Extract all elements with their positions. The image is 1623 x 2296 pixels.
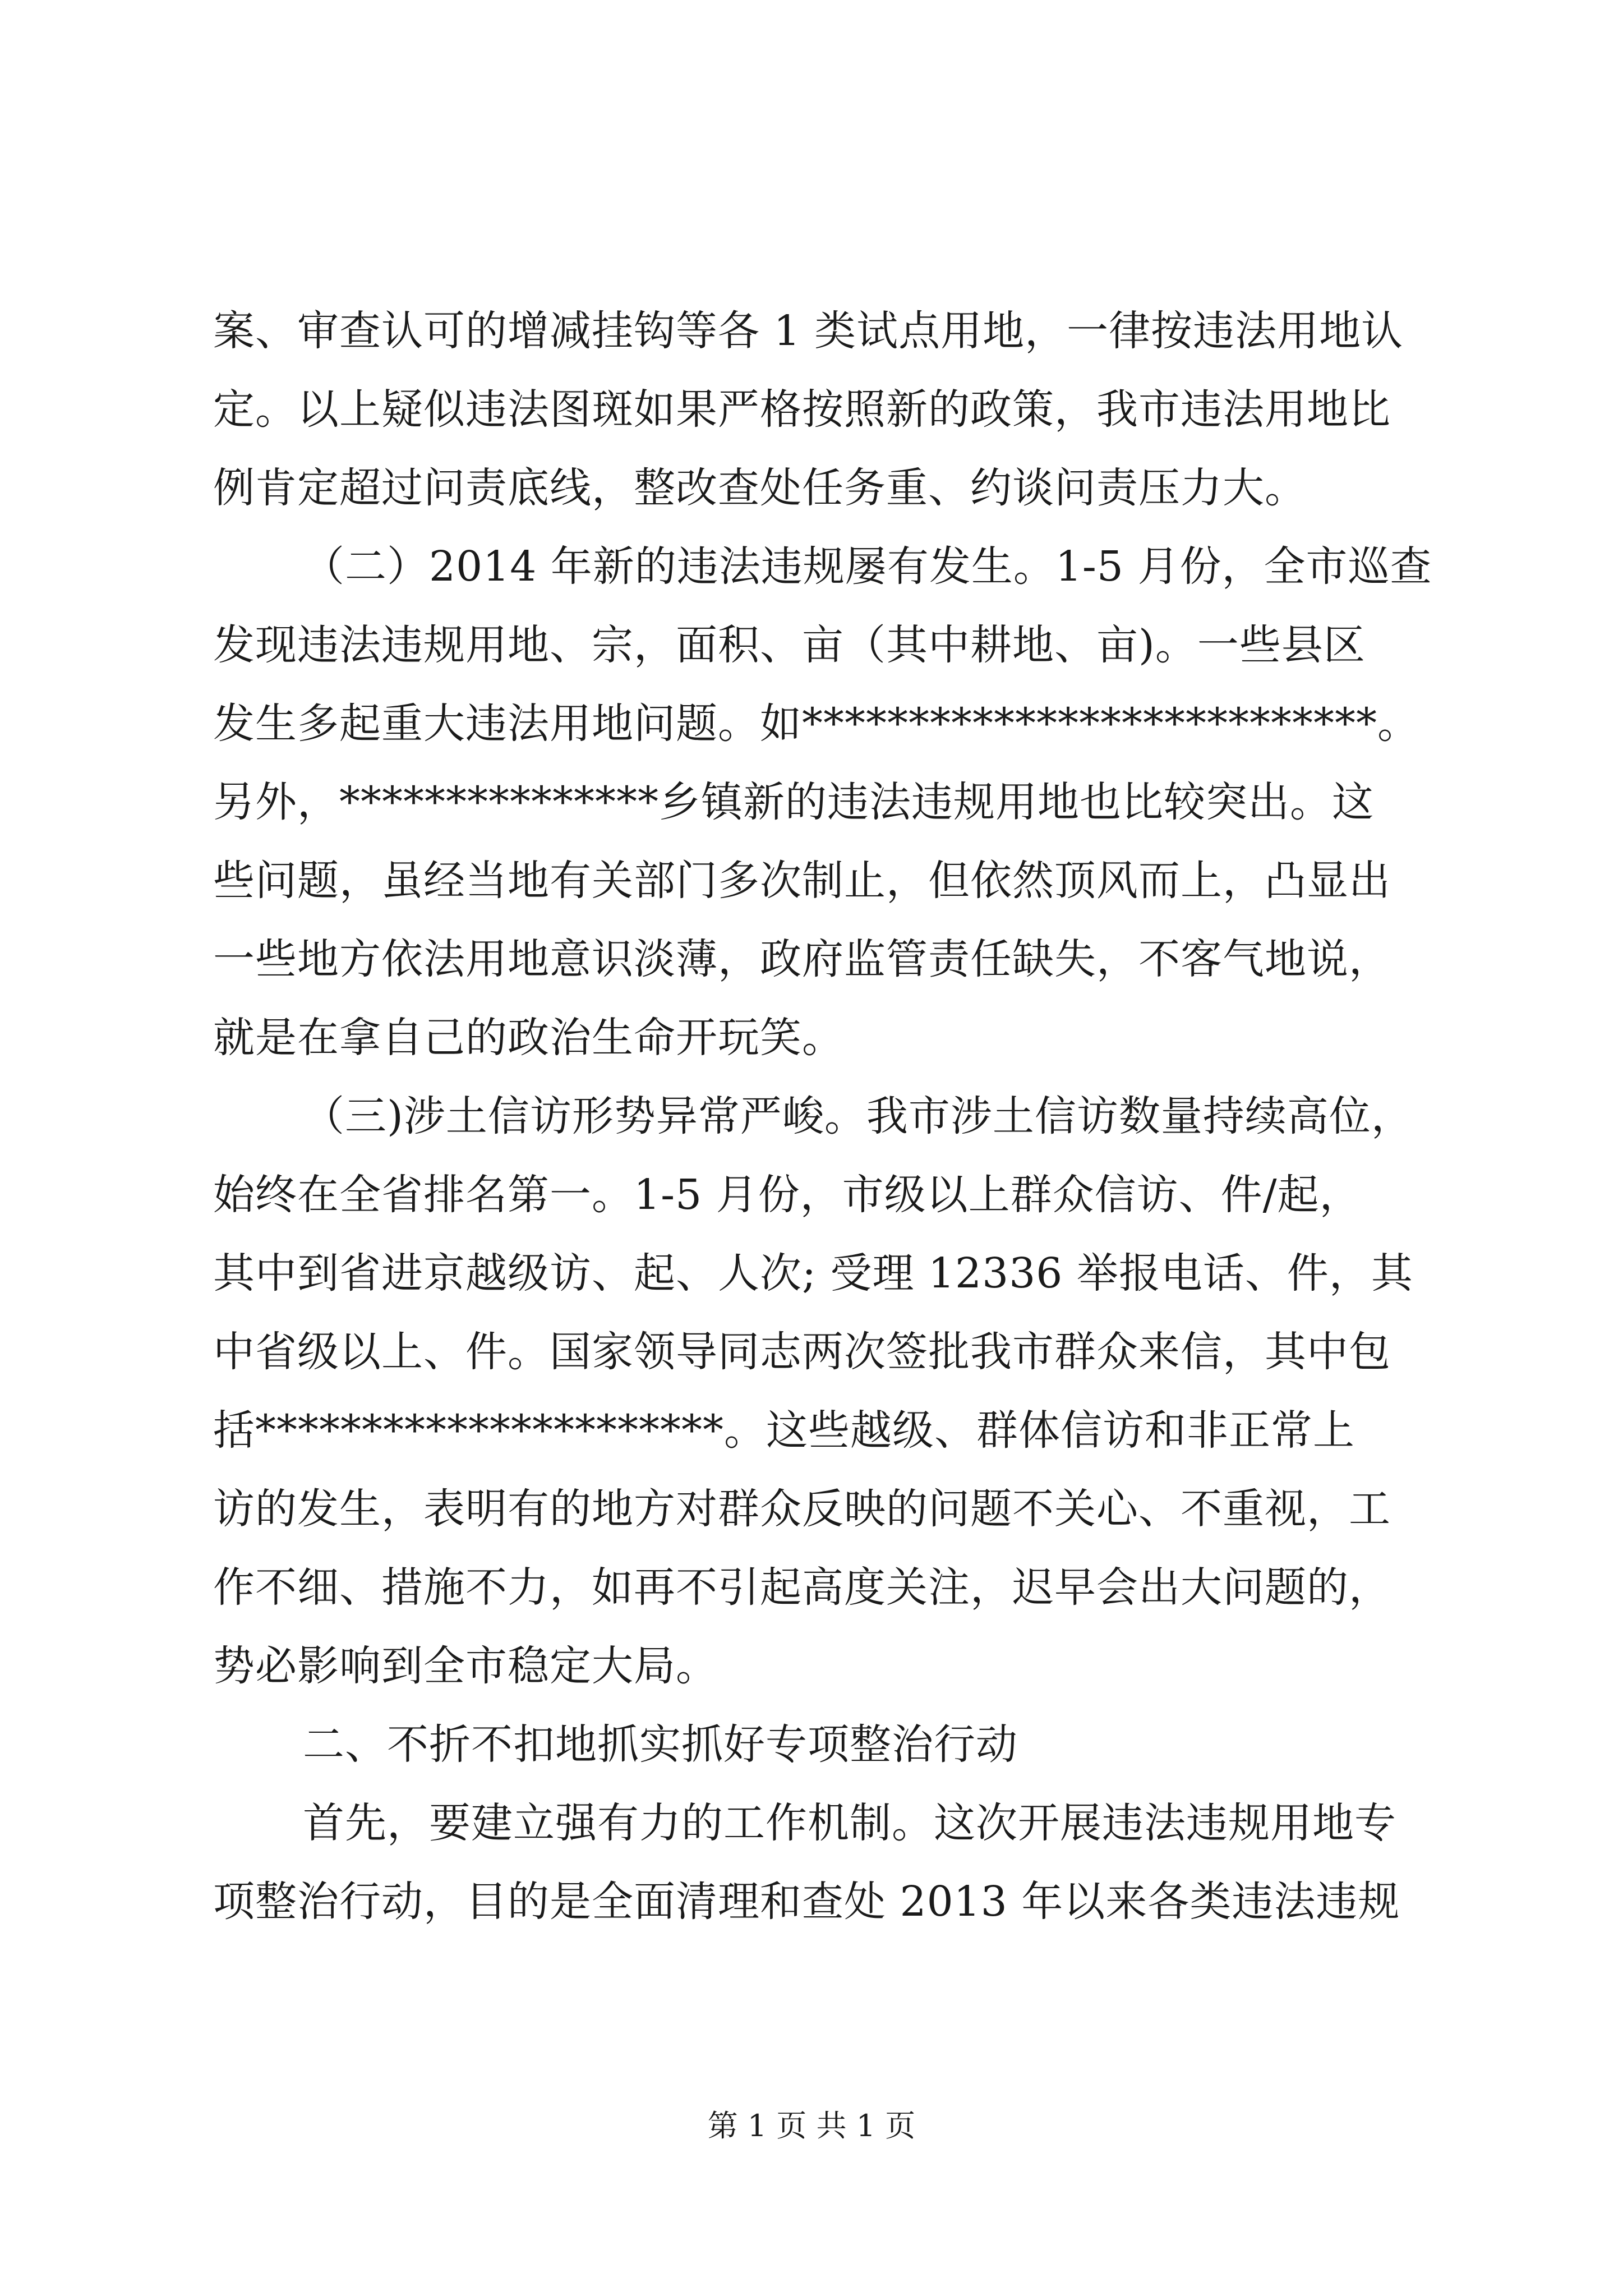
text-line: 项整治行动，目的是全面清理和查处 2013 年以来各类违法违规	[213, 1878, 1400, 1926]
section-heading: 二、不折不扣地抓实抓好专项整治行动	[303, 1720, 1018, 1769]
text-line: 另外，***************乡镇新的违法违规用地也比较突出。这	[213, 778, 1374, 826]
text-line: 发生多起重大违法用地问题。如***************************。	[213, 700, 1419, 748]
text-line: 发现违法违规用地、宗，面积、亩（其中耕地、亩)。一些县区	[213, 621, 1366, 669]
text-line: 访的发生，表明有的地方对群众反映的问题不关心、不重视，工	[213, 1485, 1391, 1533]
text-line: 一些地方依法用地意识淡薄，政府监管责任缺失，不客气地说，	[213, 935, 1391, 983]
text-line: 势必影响到全市稳定大局。	[213, 1642, 718, 1690]
paragraph-heading-line: （三)涉土信访形势异常严峻。我市涉土信访数量持续高位，	[303, 1092, 1413, 1140]
text-line: 定。以上疑似违法图斑如果严格按照新的政策，我市违法用地比	[213, 385, 1391, 434]
paragraph-first-line: 首先，要建立强有力的工作机制。这次开展违法违规用地专	[303, 1799, 1396, 1847]
document-body	[213, 302, 1430, 1951]
text-line: 括**********************。这些越级、群体信访和非正常上	[213, 1406, 1355, 1455]
text-line: 作不细、措施不力，如再不引起高度关注，迟早会出大问题的，	[213, 1563, 1391, 1612]
text-line: 案、审查认可的增减挂钩等各 1 类试点用地，一律按违法用地认	[213, 307, 1404, 355]
text-line: 其中到省进京越级访、起、人次; 受理 12336 举报电话、件，其	[213, 1249, 1413, 1297]
text-line: 例肯定超过问责底线，整改查处任务重、约谈问责压力大。	[213, 464, 1307, 512]
text-line: 些问题，虽经当地有关部门多次制止，但依然顶风而上，凸显出	[213, 857, 1391, 905]
text-line: 始终在全省排名第一。1-5 月份，市级以上群众信访、件/起，	[213, 1171, 1362, 1219]
text-line: 中省级以上、件。国家领导同志两次签批我市群众来信，其中包	[213, 1328, 1391, 1376]
text-line: 就是在拿自己的政治生命开玩笑。	[213, 1014, 844, 1062]
page-footer: 第 1 页 共 1 页	[707, 2108, 916, 2143]
paragraph-heading-line: （二）2014 年新的违法违规屡有发生。1-5 月份，全市巡查	[303, 542, 1432, 591]
